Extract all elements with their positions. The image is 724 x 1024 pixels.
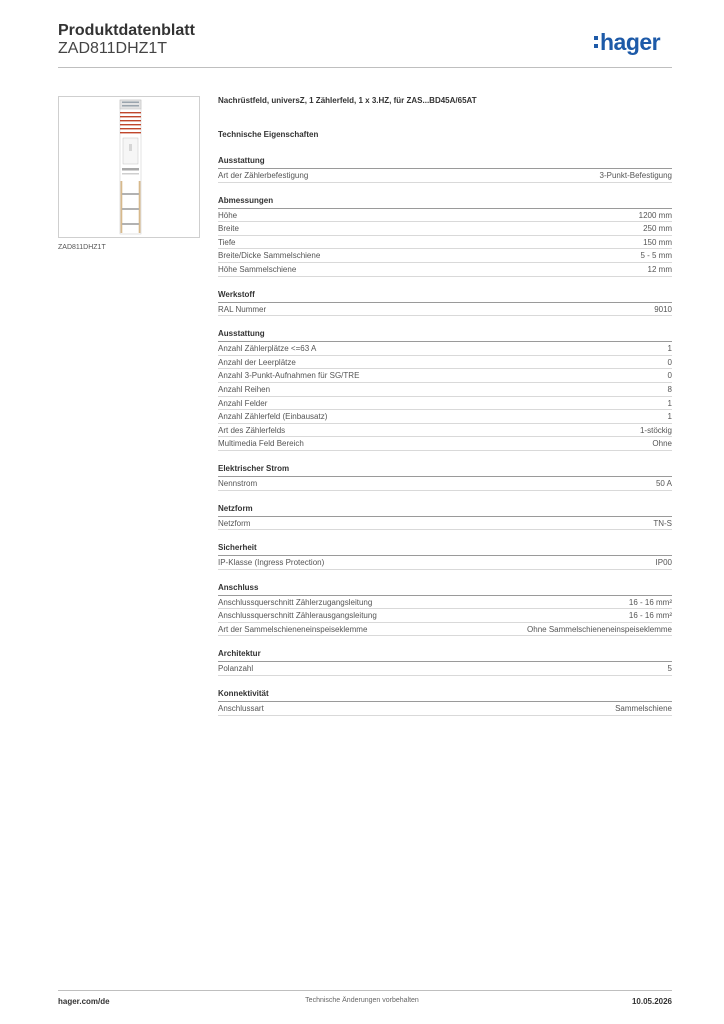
- spec-row: [218, 517, 672, 531]
- spec-row: [218, 556, 672, 570]
- section-title: Sicherheit: [218, 543, 672, 556]
- section-title: Werkstoff: [218, 290, 672, 303]
- spec-section: [218, 464, 672, 491]
- spec-label: Höhe Sammelschiene: [218, 264, 297, 274]
- spec-row: [218, 263, 672, 277]
- hager-logo[interactable]: [594, 28, 660, 56]
- section-title: Netzform: [218, 504, 672, 517]
- distribution-panel-icon: [59, 97, 199, 237]
- spec-value: 1-stöckig: [639, 425, 672, 435]
- spec-value: Ohne Sammelschieneneinspeiseklemme: [527, 624, 672, 634]
- spec-label: Anzahl der Leerplätze: [218, 357, 296, 367]
- spec-section: [218, 156, 672, 183]
- spec-value: 1: [667, 398, 672, 408]
- spec-label: Anzahl Zählerfeld (Einbausatz): [218, 412, 328, 422]
- header-divider: [58, 67, 672, 68]
- spec-row: [218, 662, 672, 676]
- product-description: Nachrüstfeld, universZ, 1 Zählerfeld, 1 x 3.HZ, für ZAS...BD45A/65AT: [218, 96, 477, 105]
- spec-label: RAL Nummer: [218, 304, 267, 314]
- spec-row: [218, 356, 672, 370]
- spec-sections: [218, 156, 672, 716]
- spec-value: Sammelschiene: [615, 704, 672, 714]
- spec-label: Polanzahl: [218, 664, 254, 674]
- spec-section: [218, 504, 672, 531]
- spec-row: [218, 623, 672, 637]
- spec-value: 0: [667, 357, 672, 367]
- spec-section: [218, 649, 672, 676]
- footer-divider: [58, 990, 672, 991]
- spec-label: Art der Zählerbefestigung: [218, 171, 309, 180]
- spec-value: 1: [667, 344, 672, 354]
- spec-label: Höhe: [218, 210, 238, 220]
- spec-label: Tiefe: [218, 237, 236, 247]
- spec-label: Anschlussquerschnitt Zählerzugangsleitung: [218, 597, 373, 607]
- section-title: Ausstattung: [218, 329, 672, 342]
- spec-value: 16 - 16 mm²: [628, 597, 672, 607]
- spec-section: [218, 329, 672, 451]
- spec-value: 5: [667, 664, 672, 674]
- spec-row: [218, 169, 672, 183]
- spec-value: TN-S: [653, 518, 672, 528]
- spec-row: [218, 477, 672, 491]
- section-title: Anschluss: [218, 583, 672, 596]
- spec-row: [218, 410, 672, 424]
- spec-row: [218, 424, 672, 438]
- section-title: Ausstattung: [218, 156, 672, 169]
- spec-row: [218, 369, 672, 383]
- footer-notice: Technische Änderungen vorbehalten: [305, 997, 419, 1004]
- spec-section: [218, 543, 672, 570]
- spec-value: IP00: [655, 558, 672, 568]
- spec-value: 250 mm: [643, 224, 672, 234]
- spec-label: Netzform: [218, 518, 251, 528]
- product-code: ZAD811DHZ1T: [58, 40, 168, 57]
- spec-label: Anschlussquerschnitt Zählerausgangsleitung: [218, 611, 377, 621]
- spec-value: 5 - 5 mm: [640, 251, 672, 261]
- spec-row: [218, 236, 672, 250]
- spec-value: 50 A: [655, 478, 672, 488]
- product-details: [218, 96, 672, 729]
- tech-properties-title: Technische Eigenschaften: [218, 130, 319, 139]
- product-image-caption: ZAD811DHZ1T: [58, 244, 106, 251]
- spec-section: [218, 689, 672, 716]
- spec-value: 8: [667, 384, 672, 394]
- spec-section: [218, 196, 672, 277]
- spec-label: IP-Klasse (Ingress Protection): [218, 558, 325, 568]
- spec-value: 150 mm: [643, 237, 672, 247]
- footer-date: 10.05.2026: [631, 997, 672, 1006]
- spec-value: 0: [667, 371, 672, 381]
- spec-label: Anzahl Reihen: [218, 384, 271, 394]
- spec-row: [218, 397, 672, 411]
- spec-row: [218, 249, 672, 263]
- spec-label: Anzahl Zählerplätze <=63 A: [218, 344, 317, 354]
- spec-row: [218, 209, 672, 223]
- spec-value: 16 - 16 mm²: [628, 611, 672, 621]
- spec-row: [218, 596, 672, 610]
- section-title: Elektrischer Strom: [218, 464, 672, 477]
- spec-label: Art des Zählerfelds: [218, 425, 286, 435]
- spec-label: Anzahl Felder: [218, 398, 268, 408]
- spec-value: 1: [667, 412, 672, 422]
- section-title: Konnektivität: [218, 689, 672, 702]
- spec-label: Art der Sammelschieneneinspeiseklemme: [218, 624, 368, 634]
- spec-label: Anschlussart: [218, 704, 264, 714]
- spec-section: [218, 290, 672, 317]
- spec-row: [218, 383, 672, 397]
- spec-label: Breite: [218, 224, 239, 234]
- footer-website-link[interactable]: hager.com/de: [58, 997, 110, 1006]
- spec-row: [218, 303, 672, 317]
- spec-value: 12 mm: [647, 264, 672, 274]
- spec-row: [218, 342, 672, 356]
- spec-value: 9010: [654, 304, 672, 314]
- spec-value: 3-Punkt-Befestigung: [599, 171, 672, 180]
- spec-row: [218, 222, 672, 236]
- spec-label: Multimedia Feld Bereich: [218, 439, 304, 449]
- spec-value: 1200 mm: [638, 210, 672, 220]
- spec-label: Nennstrom: [218, 478, 258, 488]
- spec-label: Breite/Dicke Sammelschiene: [218, 251, 321, 261]
- section-title: Abmessungen: [218, 196, 672, 209]
- spec-row: [218, 702, 672, 716]
- spec-row: [218, 609, 672, 623]
- page-title: Produktdatenblatt: [58, 22, 195, 39]
- spec-value: Ohne: [652, 439, 672, 449]
- product-image: [58, 96, 200, 238]
- logo-text: hager: [600, 29, 661, 55]
- spec-label: Anzahl 3-Punkt-Aufnahmen für SG/TRE: [218, 371, 360, 381]
- logo-colon-icon: [594, 28, 598, 56]
- spec-section: [218, 583, 672, 637]
- section-title: Architektur: [218, 649, 672, 662]
- spec-row: [218, 437, 672, 451]
